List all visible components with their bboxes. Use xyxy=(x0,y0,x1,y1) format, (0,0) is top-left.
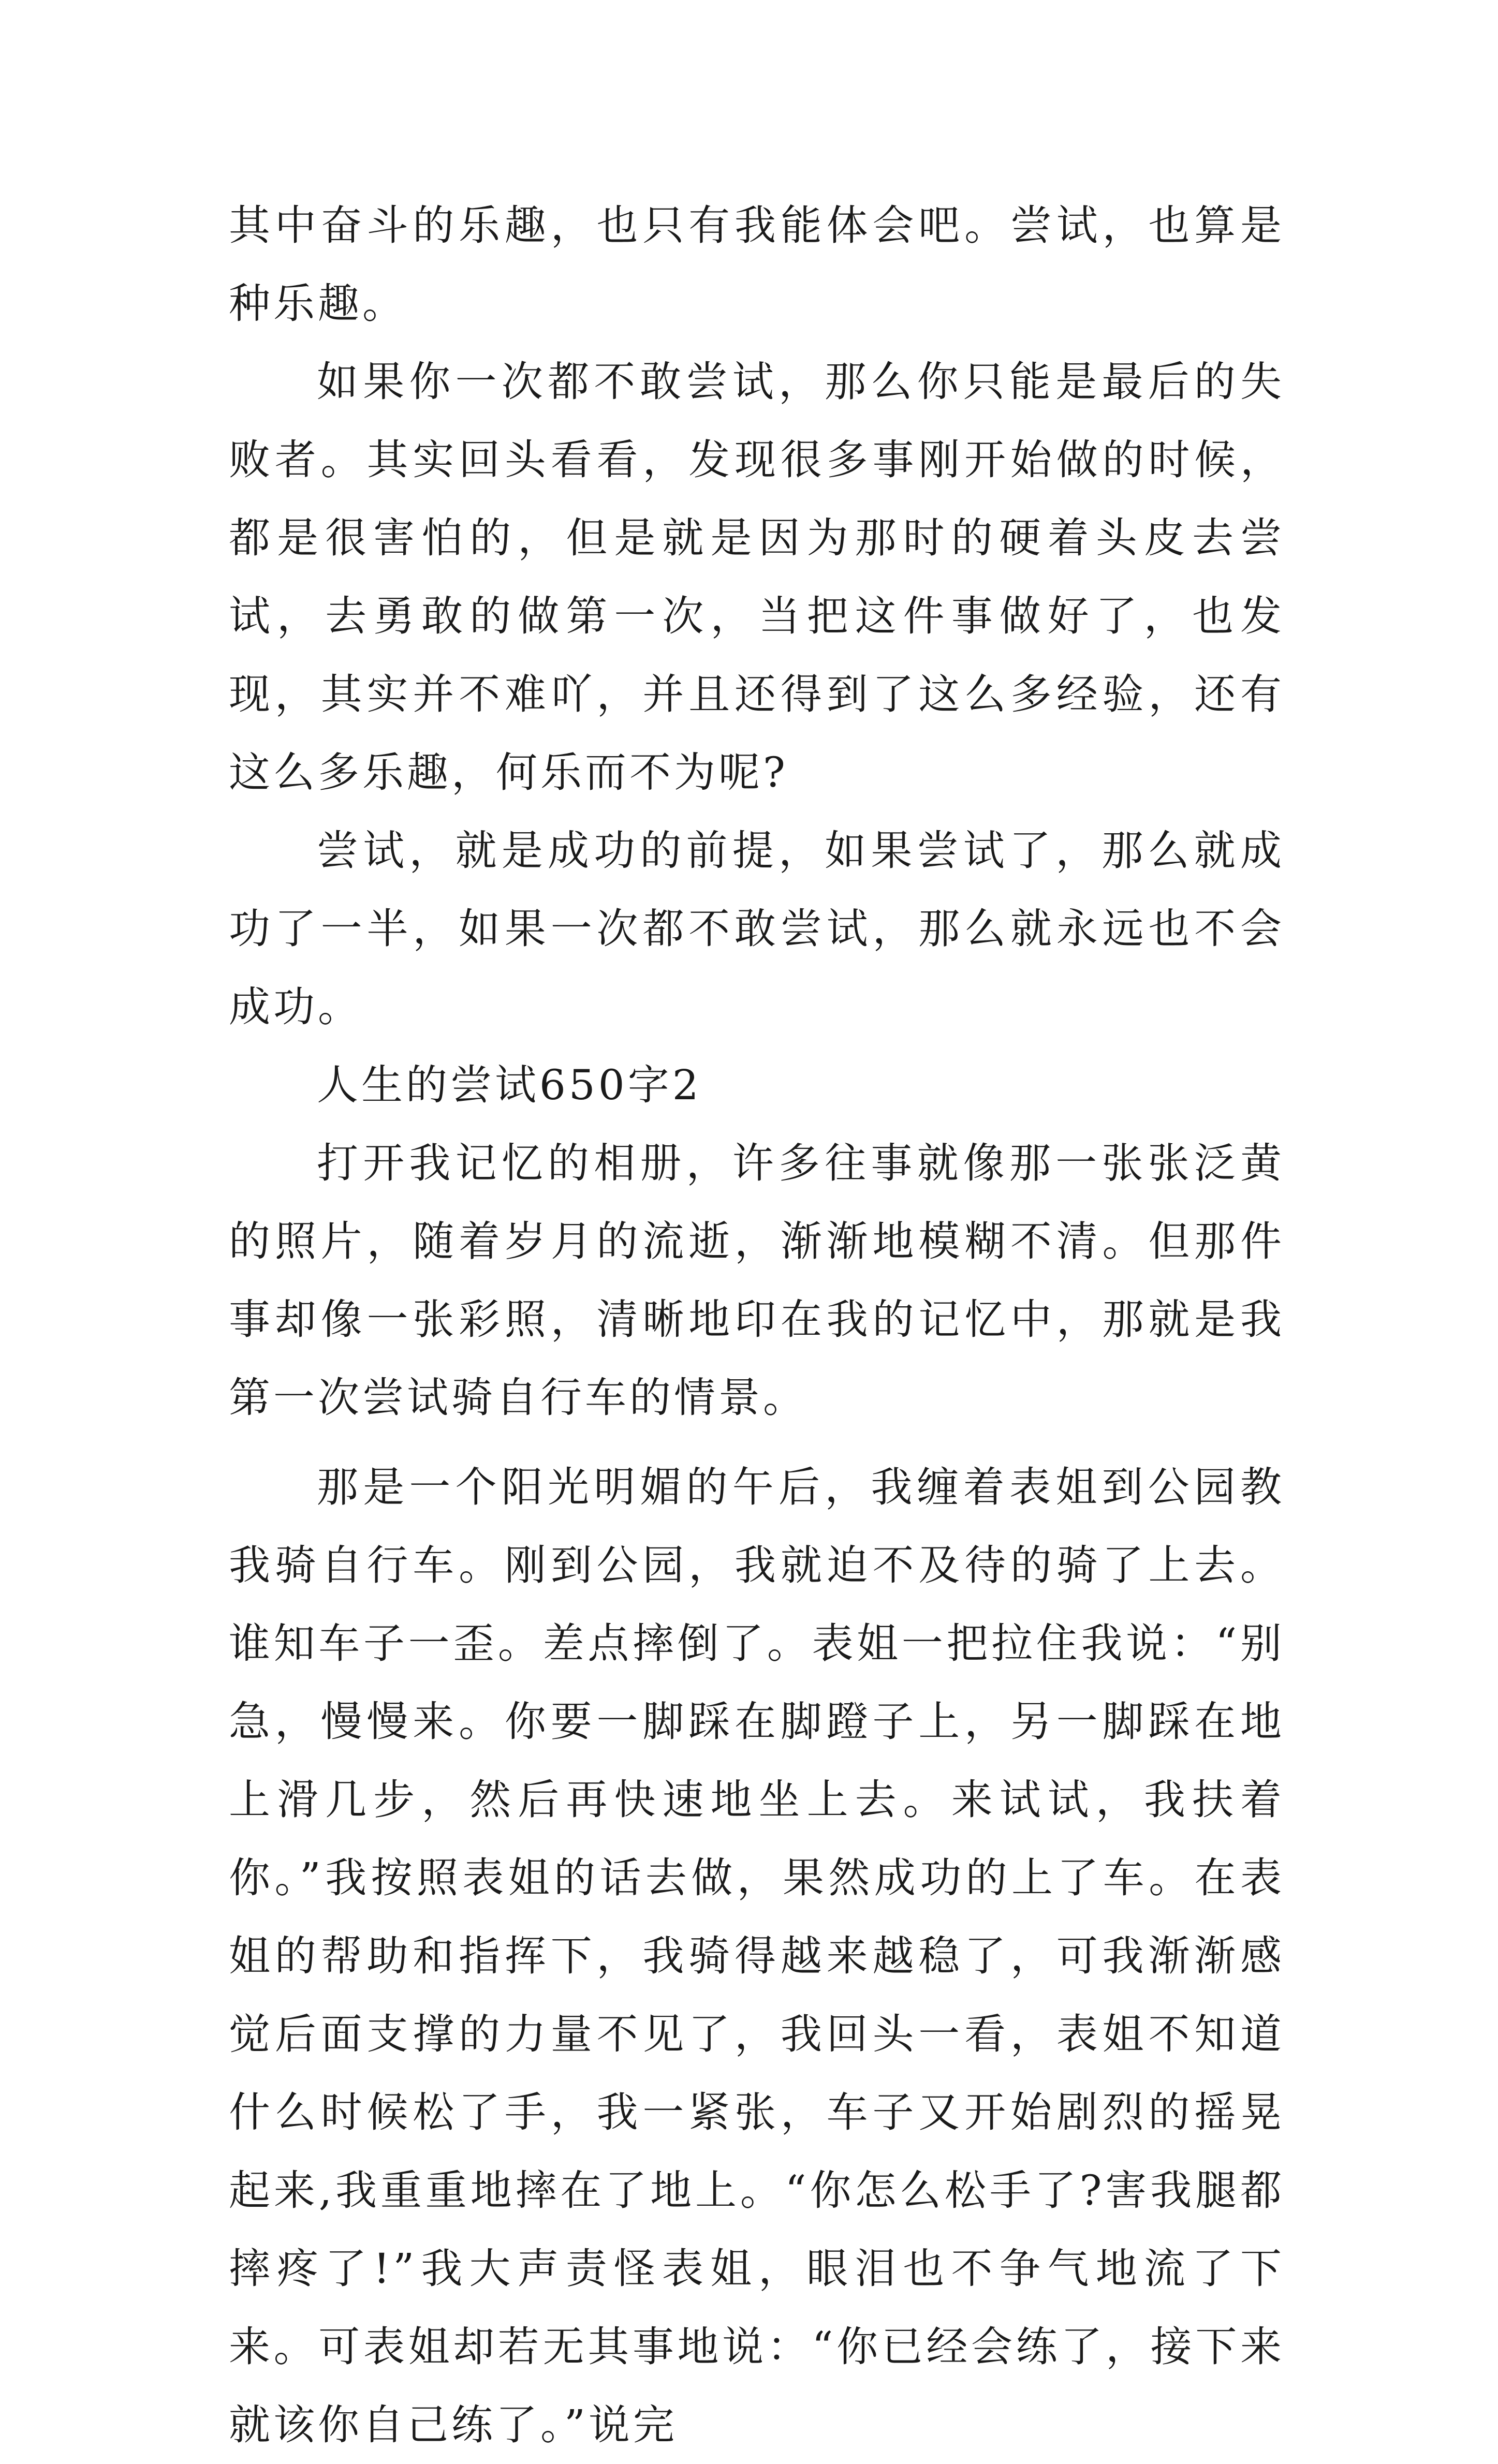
paragraph-memory: 打开我记忆的相册，许多往事就像那一张张泛黄的照片，随着岁月的流逝，渐渐地模糊不清。但那件事却像一张彩照，清晰地印在我的记忆中，那就是我第一次尝试骑自行车的情景。 xyxy=(229,1139,1285,1422)
section-heading: 人生的尝试650字2 xyxy=(317,1061,702,1109)
paragraph-bicycle-story: 那是一个阳光明媚的午后，我缠着表姐到公园教我骑自行车。刚到公园，我就迫不及待的骑了上去。谁知车子一歪。差点摔倒了。表姐一把拉住我说：“别急，慢慢来。你要一脚踩在脚蹬子上，另一脚踩在地上滑几步，然后再快速地坐上去。来试试，我扶着你。”我按照表姐的话去做，果然成功的上了车。在表姐的帮助和指挥下，我骑得越来越稳了，可我渐渐感觉后面支撑的力量不见了，我回头一看，表姐不知道什么时候松了手，我一紧张，车子又开始剧烈的摇晃起来,我重重地摔在了地上。“你怎么松手了?害我腿都摔疼了!”我大声责怪表姐，眼泪也不争气地流了下来。可表姐却若无其事地说：“你已经会练了，接下来就该你自己练了。”说完 xyxy=(229,1463,1285,2449)
paragraph-courage: 如果你一次都不敢尝试，那么你只能是最后的失败者。其实回头看看，发现很多事刚开始做的时候，都是很害怕的，但是就是因为那时的硬着头皮去尝试，去勇敢的做第一次，当把这件事做好了，也发现，其实并不难吖，并且还得到了这么多经验，还有这么多乐趣，何乐而不为呢? xyxy=(229,358,1285,796)
document-page xyxy=(229,186,1285,2464)
paragraph-continuation: 其中奋斗的乐趣，也只有我能体会吧。尝试，也算是种乐趣。 xyxy=(229,201,1285,328)
paragraph-conclusion: 尝试，就是成功的前提，如果尝试了，那么就成功了一半，如果一次都不敢尝试，那么就永远也不会成功。 xyxy=(229,827,1285,1031)
